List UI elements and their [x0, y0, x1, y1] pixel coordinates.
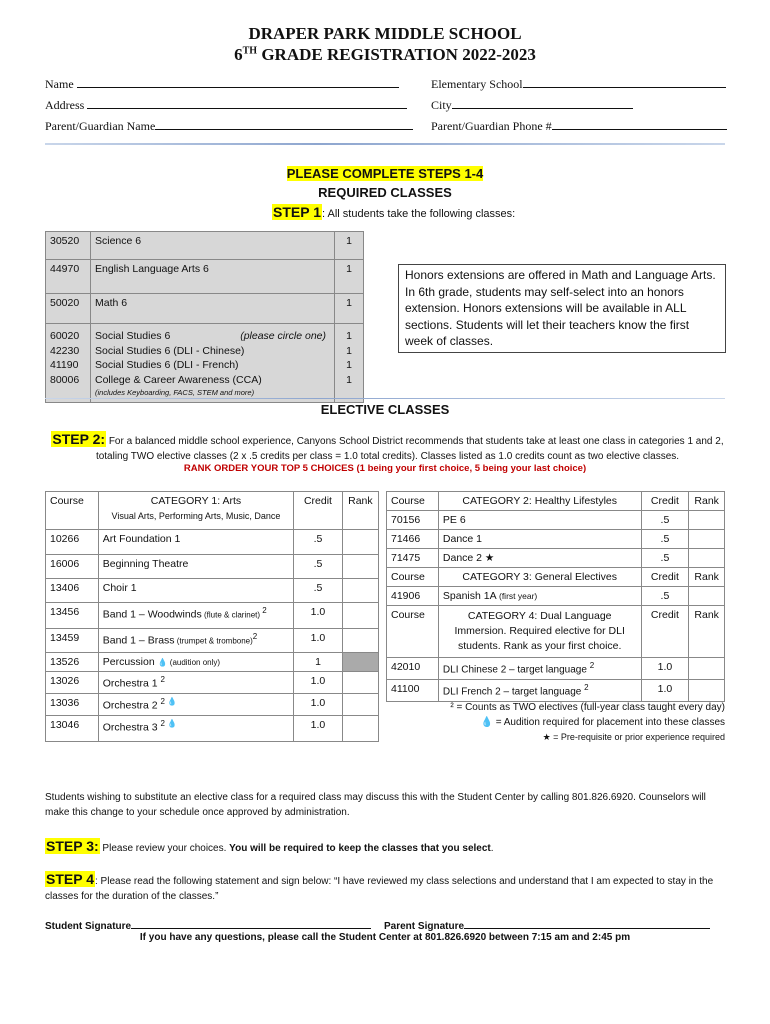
rank-cell[interactable]	[689, 587, 725, 606]
rank-cell[interactable]	[342, 579, 378, 603]
elementary-field[interactable]: Elementary School	[431, 76, 726, 92]
category4-title: CATEGORY 4: Dual Language Immersion. Required elective for DLI students. Rank as your first choice.	[438, 606, 641, 658]
step1-label: STEP 1	[273, 204, 321, 220]
step1-instruction: STEP 1: All students take the following classes:	[273, 204, 516, 220]
legend-audition: 💧 = Audition required for placement into these classes	[480, 717, 725, 728]
table-row: 71475 Dance 2 ★ .5	[387, 549, 725, 568]
required-classes-table	[45, 231, 364, 403]
table-row: Course CATEGORY 1: Arts Visual Arts, Performing Arts, Music, Dance Credit Rank	[46, 492, 379, 530]
table-row: 42010 DLI Chinese 2 – target language $^2$ 1.0	[387, 658, 725, 680]
table-row: Course CATEGORY 4: Dual Language Immersion. Required elective for DLI students. Rank as your first choice. Credit Rank	[387, 606, 725, 658]
legend-two-credit: ² = Counts as TWO electives (full-year class taught every day)	[450, 702, 725, 713]
rank-cell[interactable]	[689, 658, 725, 680]
rank-cell[interactable]	[689, 530, 725, 549]
rank-instruction: RANK ORDER YOUR TOP 5 CHOICES (1 being your first choice, 5 being your last choice)	[183, 463, 587, 474]
questions-note: If you have any questions, please call the Student Center at 801.826.6920 between 7:15 am and 2:45 pm	[139, 932, 631, 943]
table-row: 13026 Orchestra 1 $^2$ 1.0	[46, 672, 379, 694]
table-row: 13036 Orchestra 2 $^{2 💧}$ 1.0	[46, 694, 379, 716]
step4-label: STEP 4	[46, 871, 94, 887]
table-row: 30520 Science 6 1	[46, 232, 364, 260]
table-row: 13406 Choir 1 .5	[46, 579, 379, 603]
rank-cell[interactable]	[689, 511, 725, 530]
rank-cell-disabled	[342, 653, 378, 672]
guardian-name-field[interactable]: Parent/Guardian Name	[45, 118, 413, 134]
rank-cell[interactable]	[342, 629, 378, 653]
registration-title-text: GRADE REGISTRATION 2022-2023	[257, 45, 536, 64]
registration-title	[0, 45, 770, 65]
table-row: 41100 DLI French 2 – target language $^2$ 1.0	[387, 680, 725, 702]
step3-instruction: STEP 3: Please review your choices. You will be required to keep the classes that you select.	[46, 838, 494, 854]
rank-cell[interactable]	[689, 680, 725, 702]
parent-signature-field[interactable]: Parent Signature	[384, 917, 710, 932]
table-row: Course CATEGORY 2: Healthy Lifestyles Credit Rank	[387, 492, 725, 511]
required-heading: REQUIRED CLASSES	[318, 185, 452, 200]
guardian-phone-field[interactable]: Parent/Guardian Phone #	[431, 118, 727, 134]
table-row: Course CATEGORY 3: General Electives Credit Rank	[387, 568, 725, 587]
table-row: 50020 Math 6 1	[46, 294, 364, 324]
step4-instruction: STEP 4: Please read the following statement and sign below: “I have reviewed my class selections and understand that I am expected to stay in the classes for the duration of the classes.”	[45, 871, 714, 902]
table-row: 71466 Dance 1 .5	[387, 530, 725, 549]
rank-cell[interactable]	[689, 549, 725, 568]
school-name: DRAPER PARK MIDDLE SCHOOL	[248, 24, 522, 43]
step2-instruction: STEP 2: For a balanced middle school experience, Canyons School District recommends that students take at least one class in categories 1 and 2, totaling TWO elective classes (2 x .5 credits per class = 1.0 total credits). Classes listed as 1.0 credits count as two elective classes.	[52, 431, 724, 462]
address-field[interactable]: Address	[45, 97, 407, 113]
rank-cell[interactable]	[342, 694, 378, 716]
table-row: 13526 Percussion 💧 (audition only) 1	[46, 653, 379, 672]
category1-table	[45, 491, 379, 742]
table-row: 13046 Orchestra 3 $^{2 💧}$ 1.0	[46, 716, 379, 742]
rank-cell[interactable]	[342, 530, 378, 555]
cca-note: (includes Keyboarding, FACS, STEM and more)	[95, 388, 255, 397]
legend	[386, 700, 725, 745]
table-row: 44970 English Language Arts 6 1	[46, 260, 364, 294]
table-row: 10266 Art Foundation 1 .5	[46, 530, 379, 555]
name-field[interactable]: Name	[45, 76, 399, 92]
substitution-note: Students wishing to substitute an elective class for a required class may discuss this with the Student Center by calling 801.826.6920. Counselors will make this change to your schedule once approved by administration.	[45, 792, 706, 818]
category2-4-table	[386, 491, 725, 702]
table-row: 16006 Beginning Theatre .5	[46, 555, 379, 579]
student-signature-field[interactable]: Student Signature	[45, 917, 371, 932]
grade-superscript: TH	[242, 45, 258, 57]
rank-cell[interactable]	[342, 716, 378, 742]
step3-label: STEP 3:	[46, 838, 99, 854]
rank-cell[interactable]	[342, 555, 378, 579]
table-row: 13456 Band 1 – Woodwinds (flute & clarinet) $^2$ 1.0	[46, 603, 379, 629]
table-row: 41906 Spanish 1A (first year) .5	[387, 587, 725, 606]
table-row: 70156 PE 6 .5	[387, 511, 725, 530]
city-field[interactable]: City	[431, 97, 633, 113]
table-row: 13459 Band 1 – Brass (trumpet & trombone)$^2$ 1.0	[46, 629, 379, 653]
category2-title: CATEGORY 2: Healthy Lifestyles	[438, 492, 641, 511]
grade-number: 6	[234, 45, 243, 64]
honors-note: Honors extensions are offered in Math and Language Arts. In 6th grade, students may self-select into an honors extension. Honors extensions will be available in ALL sections. Students will let their teachers know the first week of classes.	[398, 264, 726, 353]
rank-cell[interactable]	[342, 603, 378, 629]
table-row: 60020 42230 41190 80006 Social Studies 6 (please circle one) Social Studies 6 (DLI - Chinese) Social Studies 6 (DLI - French) College & Career Awareness (CCA) (includes Keyboarding, FACS, STEM and more) 1 1 1 1	[46, 324, 364, 403]
rank-cell[interactable]	[342, 672, 378, 694]
legend-prereq: ★ = Pre-requisite or prior experience required	[542, 732, 725, 742]
divider	[45, 143, 725, 145]
step2-label: STEP 2:	[52, 431, 106, 447]
complete-steps-banner: PLEASE COMPLETE STEPS 1-4	[286, 166, 484, 181]
category1-title: CATEGORY 1: Arts	[150, 495, 242, 507]
circle-one-note: (please circle one)	[240, 330, 326, 342]
category3-title: CATEGORY 3: General Electives	[438, 568, 641, 587]
elective-heading: ELECTIVE CLASSES	[320, 402, 450, 417]
